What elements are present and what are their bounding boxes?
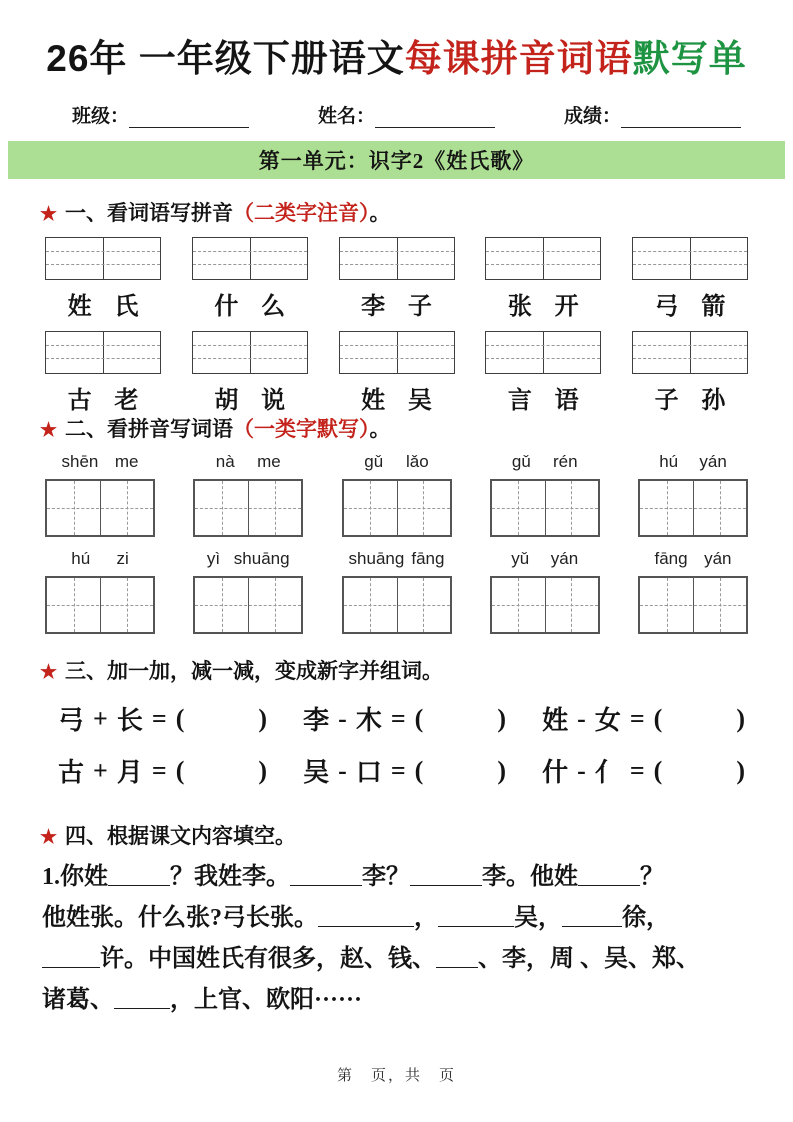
passage-text: 许。中国姓氏有很多，赵、钱、 [100,946,436,972]
passage-text: 吴， [514,905,562,931]
hanzi: 古 [58,758,85,787]
star-icon: ★ [40,827,58,848]
hanzi: 姓 [542,706,569,735]
word-pair [632,286,748,321]
paren-open: ( [414,755,424,785]
hanzi: 语 [554,388,579,414]
star-icon: ★ [40,662,58,683]
pinyin-pair [490,549,600,569]
hanzi: 吴 [303,758,330,787]
equals-sign: = [390,703,406,733]
student-info-row [72,101,741,128]
section2-heading-red: （一类字默写） [233,417,370,441]
passage-text: 徐， [622,905,670,931]
word-row-2 [45,380,748,415]
hanzi-write-box [342,576,452,634]
paren-close: ) [258,755,268,785]
name-field [318,101,495,128]
paren-close: ) [736,755,745,785]
hanzi: 亻 [594,758,621,787]
equation [303,752,506,789]
hanzi: 胡 [214,388,239,414]
pinyin-label-row-2 [45,549,748,569]
hanzi: 吴 [407,388,432,414]
pinyin-pair [45,452,155,472]
hanzi-write-box [490,576,600,634]
pinyin-pair [45,549,155,569]
hanzi: 李 [361,294,386,320]
passage-text: 李。他姓 [482,864,578,890]
blank-underline [114,984,170,1009]
blank-underline [438,902,514,927]
blank-underline [290,861,362,886]
operator: - [577,755,586,785]
hanzi-write-box [193,479,303,537]
hanzi: 月 [116,758,143,787]
star-icon: ★ [40,204,58,225]
paren-open: ( [653,755,663,785]
hanzi-write-box [342,479,452,537]
class-label: 班级： [72,106,130,127]
pinyin-write-box [192,237,308,280]
passage-text: 、李，周 、吴、郑、 [478,946,700,972]
blank-underline [108,861,170,886]
unit-banner [8,141,785,179]
hanzi: 古 [67,388,92,414]
star-icon: ★ [40,420,58,441]
class-blank [129,109,249,128]
pinyin-write-box [632,237,748,280]
section3-heading [40,655,443,685]
section1-heading [40,197,391,227]
passage-text: ？ [640,864,664,890]
blank-underline [318,902,414,927]
pinyin-label-row-1 [45,452,748,472]
paren-open: ( [175,703,185,733]
hanzi-write-box [45,479,155,537]
pinyin-pair [193,452,303,472]
paren-close: ) [497,755,507,785]
pinyin-pair [193,549,303,569]
hanzi: 子 [654,388,679,414]
hanzi-write-box [193,576,303,634]
hanzi: 说 [261,388,286,414]
equation [58,752,267,789]
pinyin-syllable: nà [215,452,235,471]
pinyin-write-box [192,331,308,374]
pinyin-syllable: rén [552,452,578,471]
hanzi: 什 [542,758,569,787]
hanzi: 什 [214,294,239,320]
pinyin-syllable: shēn [61,452,99,471]
pinyin-pair [342,549,452,569]
passage-text: ？我姓李。 [170,864,290,890]
pinyin-syllable: shuāng [348,549,405,568]
word-pair [339,380,455,415]
section4-heading [40,820,296,850]
pinyin-syllable: me [257,452,281,471]
hanzi: 女 [594,706,621,735]
section2-heading-end: 。 [369,417,391,441]
hanzi: 言 [507,388,532,414]
operator: - [338,703,347,733]
operator: - [338,755,347,785]
pinyin-syllable: zi [116,549,129,568]
hanzi: 弓 [58,706,85,735]
pinyin-pair [638,452,748,472]
equals-sign: = [629,703,645,733]
hanzi: 长 [116,706,143,735]
pinyin-pair [490,452,600,472]
pinyin-write-box [485,237,601,280]
paren-close: ) [736,703,745,733]
word-pair [339,286,455,321]
pinyin-syllable: hú [659,452,679,471]
paren-open: ( [414,703,424,733]
unit-banner-text: 第一单元：识字2《姓氏歌》 [258,149,535,173]
pinyin-syllable: shuāng [233,549,290,568]
word-pair [632,380,748,415]
hanzi: 姓 [361,388,386,414]
equals-sign: = [629,755,645,785]
hanzi: 张 [507,294,532,320]
hanzi: 老 [114,388,139,414]
hanzi-write-box [638,576,748,634]
equals-sign: = [151,755,167,785]
score-field [564,101,741,128]
pinyin-write-box [45,331,161,374]
pinyin-pair [638,549,748,569]
word-pair [45,380,161,415]
hanzi: 开 [554,294,579,320]
hanzi: 箭 [701,294,726,320]
blank-underline [578,861,640,886]
score-blank [621,109,741,128]
hanzi: 李 [303,706,330,735]
passage-text: 1.你姓 [42,864,108,890]
page-footer [0,1064,793,1085]
equals-sign: = [151,703,167,733]
pinyin-syllable: fāng [654,549,688,568]
pinyin-syllable: me [114,452,139,471]
blank-underline [410,861,482,886]
pinyin-write-box [45,237,161,280]
passage-text: ， [414,905,438,931]
pinyin-syllable: yǔ [511,549,530,568]
class-field [72,101,249,128]
hanzi-write-box [45,576,155,634]
equation-row-2 [58,752,745,789]
pinyin-pair [342,452,452,472]
equation [58,700,267,737]
name-label: 姓名： [317,106,375,127]
score-label: 成绩： [563,106,621,127]
paren-open: ( [175,755,185,785]
pinyin-syllable: gǔ [364,452,384,471]
hanzi: 氏 [114,294,139,320]
tianzige-row-1 [45,479,748,537]
tianzige-row-2 [45,576,748,634]
equation [303,700,506,737]
blank-underline [562,902,622,927]
pinyin-write-box [339,331,455,374]
operator: - [577,703,586,733]
word-pair [485,380,601,415]
hanzi: 姓 [67,294,92,320]
equation [542,752,745,789]
pinyin-write-box [632,331,748,374]
passage-text: 他姓张。什么张?弓长张。 [42,905,318,931]
hanzi: 口 [355,758,382,787]
equation [542,700,745,737]
title-part-black: 26年 一年级下册语文 [46,38,405,79]
blank-underline [42,943,100,968]
title-part-green: 默写单 [632,38,747,79]
section1-heading-main: 一、看词语写拼音 [65,201,234,225]
hanzi: 么 [261,294,286,320]
pinyin-syllable: yán [704,549,732,568]
paren-close: ) [258,703,268,733]
equals-sign: = [390,755,406,785]
equation-row-1 [58,700,745,737]
pinyin-syllable: hú [71,549,91,568]
pinyin-write-box [485,331,601,374]
paren-open: ( [653,703,663,733]
pinyin-write-box [339,237,455,280]
passage-text: 李？ [362,864,410,890]
section2-heading-main: 二、看拼音写词语 [65,417,234,441]
passage-text: ，上官、欧阳······ [170,987,363,1013]
pinyin-box-row-2 [45,331,748,374]
section3-heading-main: 三、加一加，减一减，变成新字并组词。 [65,659,444,683]
word-row-1 [45,286,748,321]
pinyin-syllable: yì [206,549,221,568]
hanzi: 子 [407,294,432,320]
passage-text: 诸葛、 [42,987,114,1013]
hanzi-write-box [638,479,748,537]
section1-heading-end: 。 [369,201,391,225]
section1-heading-red: （二类字注音） [233,201,370,225]
pinyin-syllable: fāng [411,549,445,568]
pinyin-syllable: yán [699,452,727,471]
paren-close: ) [497,703,507,733]
word-pair [192,286,308,321]
hanzi: 孙 [701,388,726,414]
hanzi: 弓 [654,294,679,320]
pinyin-syllable: lǎo [406,452,429,471]
section2-heading [40,413,391,443]
pinyin-syllable: gǔ [511,452,531,471]
title-part-red: 每课拼音词语 [404,38,633,79]
page-title [0,28,793,82]
page-number-text: 第 页，共 页 [336,1068,456,1084]
pinyin-box-row-1 [45,237,748,280]
word-pair [485,286,601,321]
pinyin-syllable: yán [550,549,579,568]
name-blank [375,109,495,128]
operator: + [93,703,108,733]
operator: + [93,755,108,785]
hanzi: 木 [355,706,382,735]
fill-in-passage [42,857,751,1021]
hanzi-write-box [490,479,600,537]
word-pair [45,286,161,321]
blank-underline [436,943,478,968]
word-pair [192,380,308,415]
section4-heading-main: 四、根据课文内容填空。 [65,824,297,848]
